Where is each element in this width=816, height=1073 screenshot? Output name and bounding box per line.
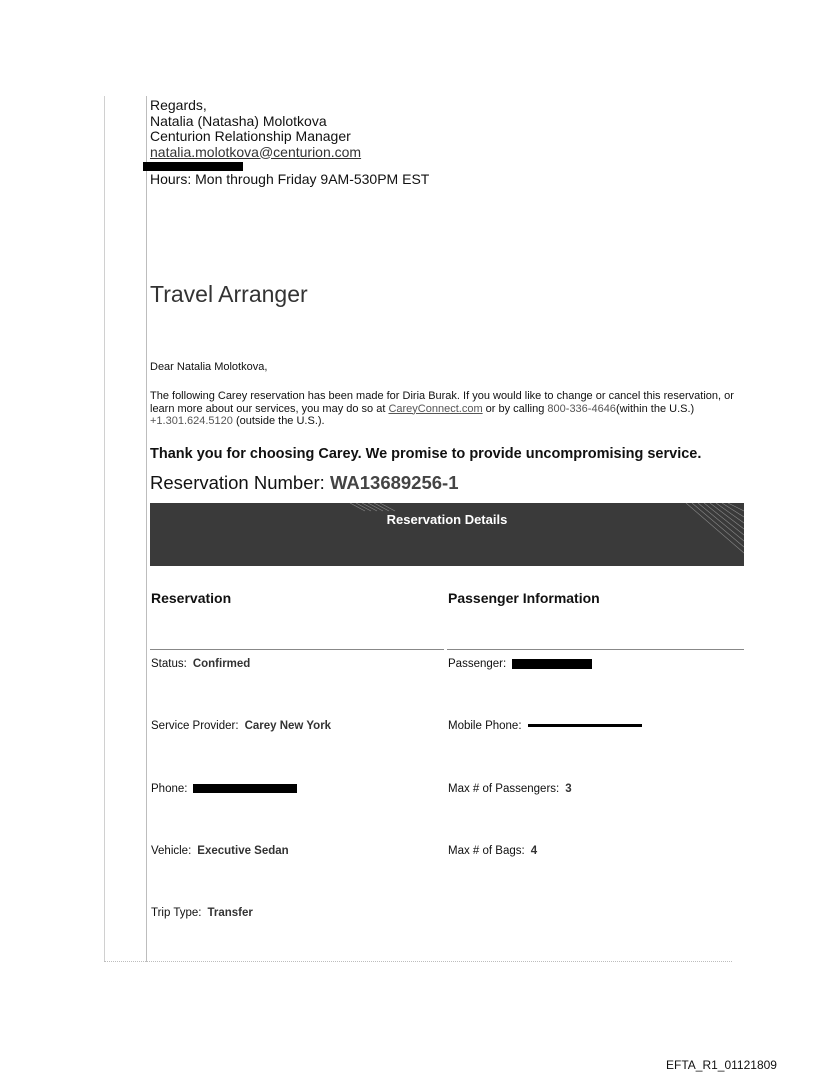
- service-provider-field: [151, 720, 331, 732]
- signature-name: Natalia (Natasha) Molotkova: [150, 112, 327, 129]
- frame-border-inner: [146, 96, 147, 962]
- frame-border-outer: [104, 96, 105, 962]
- carey-connect-link[interactable]: CareyConnect.com: [388, 402, 483, 415]
- reservation-header-rule: [150, 649, 444, 650]
- passenger-field: [448, 658, 592, 670]
- vehicle-field: [151, 845, 289, 857]
- max-bags-label: Max # of Bags:: [448, 845, 525, 857]
- page-title: Travel Arranger: [150, 281, 308, 307]
- max-passengers-label: Max # of Passengers:: [448, 783, 560, 795]
- vehicle-label: Vehicle:: [151, 845, 192, 857]
- status-label: Status:: [151, 658, 187, 670]
- signature-title: Centurion Relationship Manager: [150, 128, 351, 144]
- mobile-phone-label: Mobile Phone:: [448, 720, 522, 732]
- status-value: Confirmed: [192, 658, 251, 670]
- trip-type-value: Transfer: [207, 907, 253, 919]
- max-bags-value: 4: [530, 845, 538, 857]
- phone-redaction-bar: [193, 784, 297, 793]
- email-signature: [150, 98, 429, 188]
- greeting: Dear Natalia Molotkova,: [150, 361, 268, 373]
- reservation-number: [150, 472, 459, 494]
- reservation-number-label: Reservation Number:: [150, 472, 330, 493]
- signature-email-link[interactable]: natalia.molotkova@centurion.com: [150, 143, 362, 160]
- trip-type-label: Trip Type:: [151, 907, 202, 919]
- intro-paragraph: The following Carey reservation has been made for Diria Burak. If you would like to change or cancel this reservation, or learn more about our services, you may do so at CareyConnect.com or by calling 800-336-4646(within the U.S.) +1.301.624.5120 (outside the U.S.).: [150, 390, 734, 427]
- reservation-column-header: Reservation: [151, 590, 232, 606]
- max-passengers-field: [448, 783, 572, 795]
- trip-type-field: [151, 907, 253, 919]
- passenger-header-rule: [447, 649, 744, 650]
- phone-intl: +1.301.624.5120: [150, 415, 233, 427]
- max-bags-field: [448, 845, 537, 857]
- thank-you-message: Thank you for choosing Carey. We promise to provide uncompromising service.: [150, 446, 702, 462]
- signature-hours: Hours: Mon through Friday 9AM-530PM EST: [150, 171, 430, 187]
- frame-border-bottom: [104, 961, 732, 962]
- signature-phone-redacted: [150, 160, 429, 172]
- service-provider-label: Service Provider:: [151, 720, 239, 732]
- mobile-phone-redaction-bar: [528, 724, 642, 727]
- vehicle-value: Executive Sedan: [197, 845, 289, 857]
- phone-field: [151, 783, 297, 795]
- service-provider-value: Carey New York: [244, 720, 332, 732]
- redaction-bar: [143, 162, 243, 171]
- reservation-number-value: WA13689256-1: [329, 472, 459, 493]
- reservation-details-banner: [150, 503, 744, 566]
- signature-regards: Regards,: [150, 97, 207, 113]
- passenger-redaction-bar: [512, 659, 592, 669]
- banner-title: Reservation Details: [386, 512, 508, 527]
- passenger-label: Passenger:: [448, 658, 507, 670]
- document-id: EFTA_R1_01121809: [666, 1058, 777, 1072]
- passenger-column-header: Passenger Information: [448, 590, 600, 606]
- mobile-phone-field: [448, 720, 642, 732]
- max-passengers-value: 3: [565, 783, 572, 795]
- status-field: [151, 658, 250, 670]
- phone-us: 800-336-4646: [547, 402, 616, 415]
- phone-label: Phone:: [151, 783, 188, 795]
